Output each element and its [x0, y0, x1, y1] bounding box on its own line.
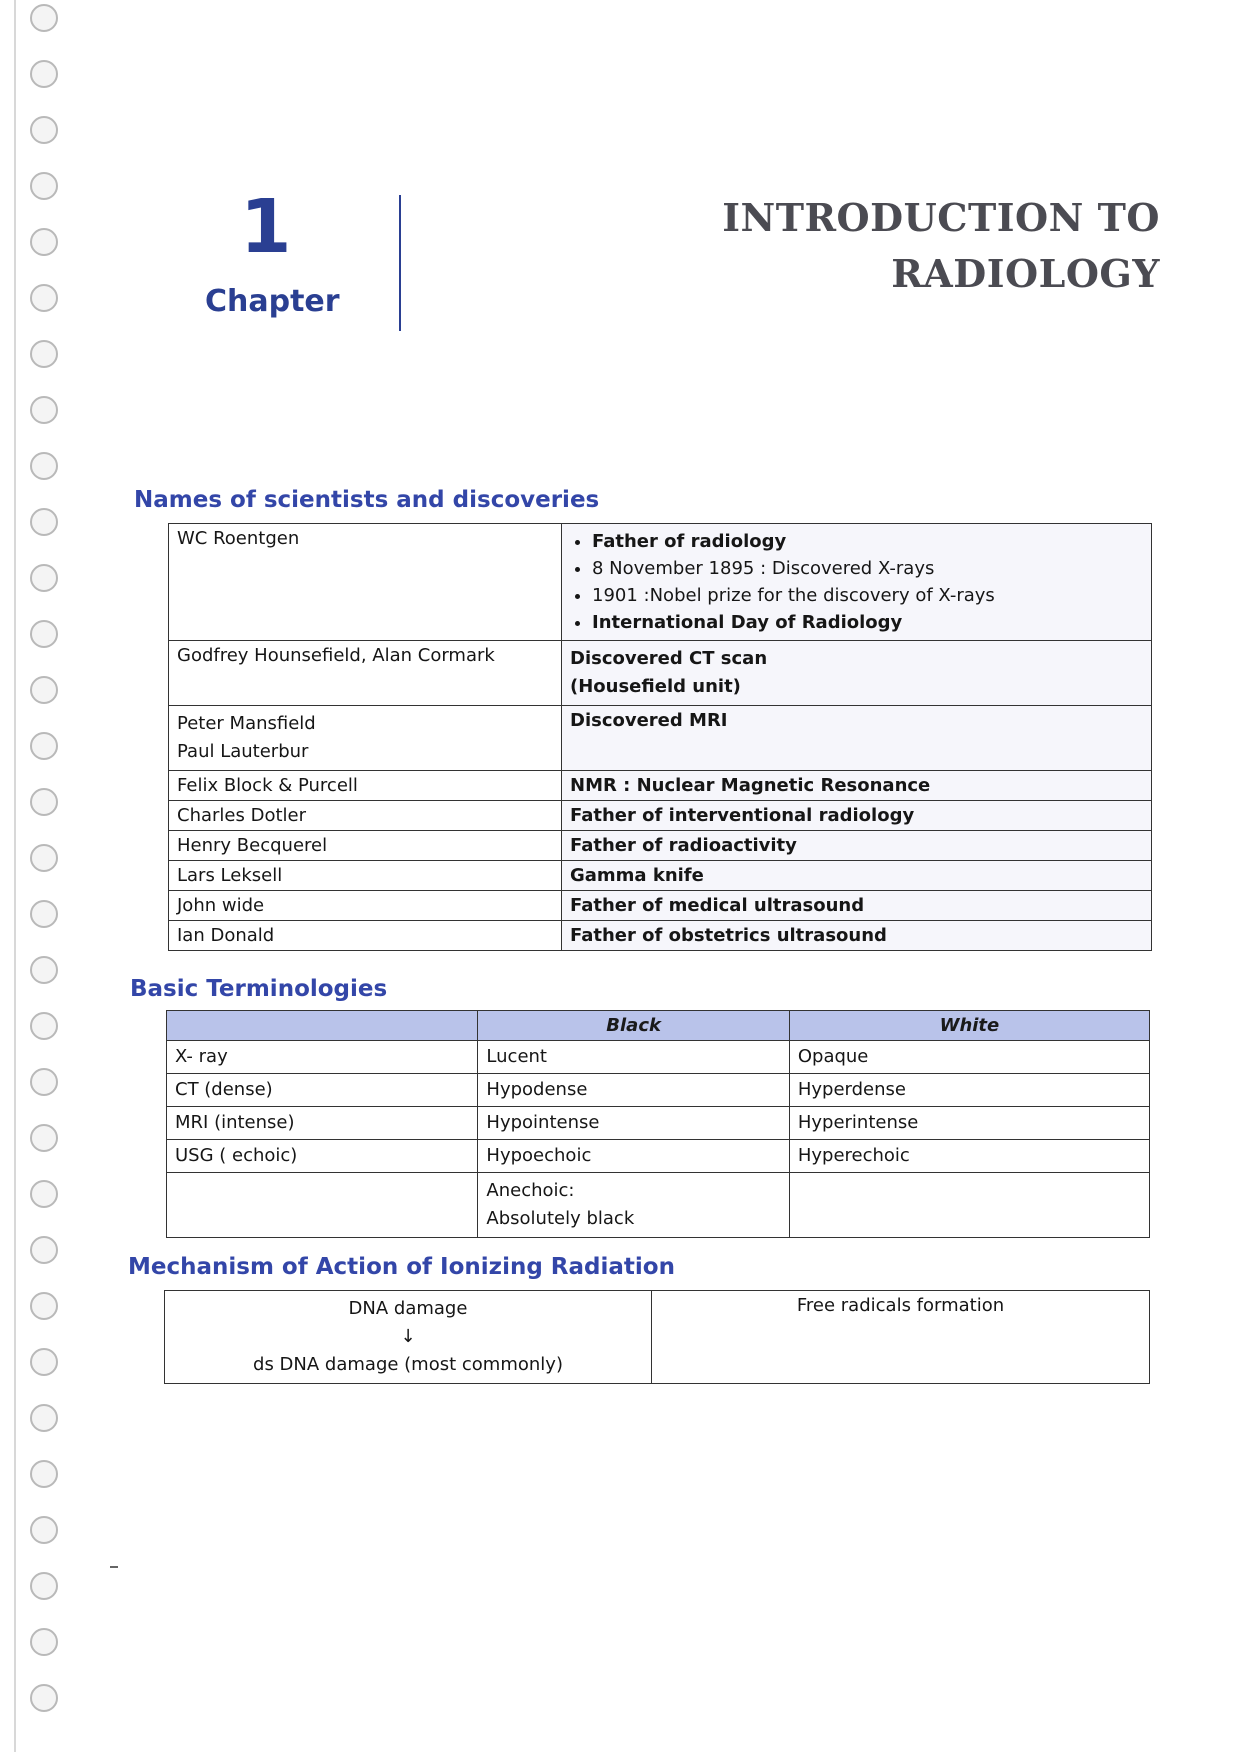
ring-hole	[30, 396, 58, 424]
table-row	[169, 706, 1152, 771]
white-cell: Opaque	[789, 1041, 1149, 1074]
table-row	[167, 1173, 1150, 1238]
scientists-table	[168, 523, 1152, 951]
scientist-name: Lars Leksell	[169, 861, 562, 891]
list-item: • Father of radiology	[592, 528, 1143, 555]
binding-edge	[14, 0, 16, 1752]
table-row	[167, 1140, 1150, 1173]
discovery-line: Discovered CT scan	[570, 648, 768, 669]
scientist-discovery: Discovered MRI	[562, 706, 1152, 771]
ring-hole	[30, 1684, 58, 1712]
ring-hole	[30, 1460, 58, 1488]
ring-hole	[30, 1068, 58, 1096]
scientist-name: John wide	[169, 891, 562, 921]
dna-damage-text: DNA damage	[348, 1298, 468, 1319]
table-header-row	[167, 1011, 1150, 1041]
title-line-1: INTRODUCTION TO	[722, 195, 1160, 240]
white-cell	[789, 1173, 1149, 1238]
modality-cell: USG ( echoic)	[167, 1140, 478, 1173]
table-row	[167, 1107, 1150, 1140]
binder-rings	[30, 0, 80, 1752]
ring-hole	[30, 172, 58, 200]
ring-hole	[30, 1012, 58, 1040]
table-row	[169, 831, 1152, 861]
ring-hole	[30, 1292, 58, 1320]
scientist-name	[169, 706, 562, 771]
white-cell: Hyperechoic	[789, 1140, 1149, 1173]
section-heading-terminology: Basic Terminologies	[130, 976, 388, 1002]
modality-cell: MRI (intense)	[167, 1107, 478, 1140]
table-row	[167, 1074, 1150, 1107]
chapter-divider	[399, 195, 401, 331]
ring-hole	[30, 508, 58, 536]
list-item: • International Day of Radiology	[592, 609, 1143, 636]
chapter-number: 1	[240, 184, 292, 270]
ring-hole	[30, 452, 58, 480]
scientist-name: Felix Block & Purcell	[169, 771, 562, 801]
ring-hole	[30, 676, 58, 704]
ring-hole	[30, 564, 58, 592]
ring-hole	[30, 60, 58, 88]
scientist-name: WC Roentgen	[169, 524, 562, 641]
cell-line: Absolutely black	[486, 1208, 635, 1229]
ring-hole	[30, 340, 58, 368]
list-item: • 1901 :Nobel prize for the discovery of X-rays	[592, 582, 1143, 609]
black-cell: Hypoechoic	[478, 1140, 789, 1173]
ring-hole	[30, 4, 58, 32]
black-cell: Hypodense	[478, 1074, 789, 1107]
ring-hole	[30, 844, 58, 872]
name-line: Paul Lauterbur	[177, 741, 309, 762]
mechanism-table	[164, 1290, 1150, 1384]
ring-hole	[30, 620, 58, 648]
scientist-discovery	[562, 524, 1152, 641]
stray-mark	[110, 1566, 118, 1568]
modality-cell: CT (dense)	[167, 1074, 478, 1107]
ring-hole	[30, 1404, 58, 1432]
table-row	[169, 861, 1152, 891]
title-line-2: RADIOLOGY	[891, 251, 1160, 296]
table-row	[169, 801, 1152, 831]
scientist-discovery	[562, 641, 1152, 706]
ring-hole	[30, 732, 58, 760]
chapter-label: Chapter	[205, 284, 340, 319]
white-cell: Hyperdense	[789, 1074, 1149, 1107]
chapter-title	[722, 190, 1160, 302]
table-row	[169, 921, 1152, 951]
discovery-list	[570, 528, 1143, 636]
dna-damage-cell	[165, 1291, 652, 1384]
ring-hole	[30, 788, 58, 816]
name-line: Peter Mansfield	[177, 713, 316, 734]
terminology-table	[166, 1010, 1150, 1238]
ds-dna-damage-text: ds DNA damage (most commonly)	[253, 1354, 563, 1375]
ring-hole	[30, 1180, 58, 1208]
ring-hole	[30, 956, 58, 984]
table-row	[169, 771, 1152, 801]
column-header: White	[789, 1011, 1149, 1041]
table-row	[169, 641, 1152, 706]
scientist-discovery: Father of interventional radiology	[562, 801, 1152, 831]
table-row	[169, 891, 1152, 921]
scientist-name: Henry Becquerel	[169, 831, 562, 861]
down-arrow-icon: ↓	[400, 1326, 416, 1347]
modality-cell: X- ray	[167, 1041, 478, 1074]
ring-hole	[30, 228, 58, 256]
black-cell: Lucent	[478, 1041, 789, 1074]
ring-hole	[30, 284, 58, 312]
scientist-name: Charles Dotler	[169, 801, 562, 831]
black-cell: Hypointense	[478, 1107, 789, 1140]
scientist-discovery: Father of radioactivity	[562, 831, 1152, 861]
free-radicals-cell: Free radicals formation	[652, 1291, 1150, 1384]
ring-hole	[30, 1516, 58, 1544]
scientist-discovery: Gamma knife	[562, 861, 1152, 891]
ring-hole	[30, 1348, 58, 1376]
section-heading-scientists: Names of scientists and discoveries	[134, 487, 600, 513]
white-cell: Hyperintense	[789, 1107, 1149, 1140]
ring-hole	[30, 900, 58, 928]
table-row	[165, 1291, 1150, 1384]
cell-line: Anechoic:	[486, 1180, 575, 1201]
scientist-discovery: Father of medical ultrasound	[562, 891, 1152, 921]
scientist-discovery: NMR : Nuclear Magnetic Resonance	[562, 771, 1152, 801]
ring-hole	[30, 1572, 58, 1600]
discovery-line: (Housefield unit)	[570, 676, 741, 697]
ring-hole	[30, 1236, 58, 1264]
modality-cell	[167, 1173, 478, 1238]
scientist-name: Godfrey Hounsefield, Alan Cormark	[169, 641, 562, 706]
ring-hole	[30, 1124, 58, 1152]
scientist-discovery: Father of obstetrics ultrasound	[562, 921, 1152, 951]
scientist-name: Ian Donald	[169, 921, 562, 951]
black-cell	[478, 1173, 789, 1238]
table-row	[169, 524, 1152, 641]
section-heading-mechanism: Mechanism of Action of Ionizing Radiation	[128, 1254, 675, 1280]
column-header: Black	[478, 1011, 789, 1041]
ring-hole	[30, 1628, 58, 1656]
list-item: • 8 November 1895 : Discovered X-rays	[592, 555, 1143, 582]
column-header	[167, 1011, 478, 1041]
table-row	[167, 1041, 1150, 1074]
ring-hole	[30, 116, 58, 144]
